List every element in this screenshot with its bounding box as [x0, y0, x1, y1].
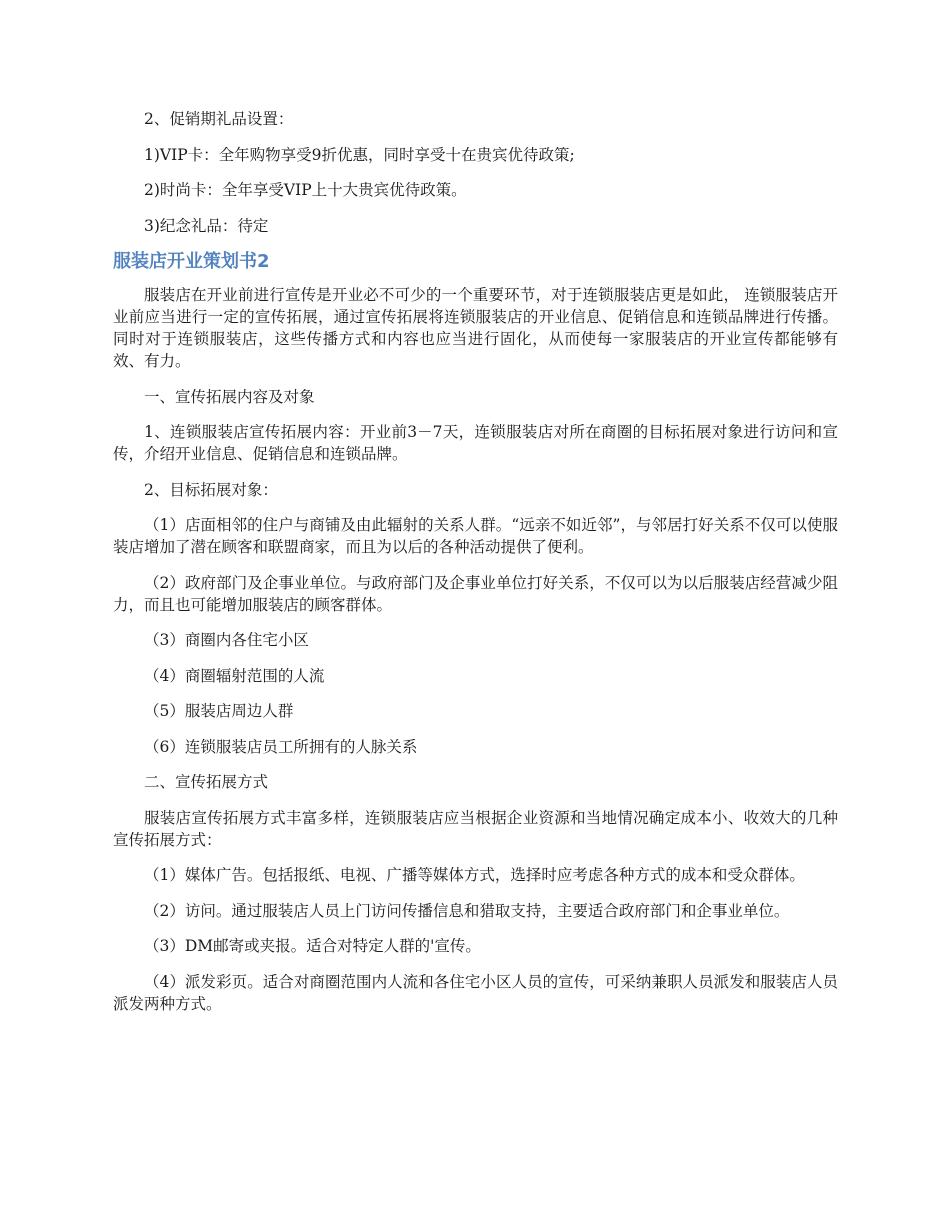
paragraph: 2、促销期礼品设置：: [144, 110, 294, 128]
paragraph: （1）店面相邻的住户与商铺及由此辐射的关系人群。“远亲不如近邻”，与邻居打好关系不仅可以使服装店增加了潜在顾客和联盟商家，而且为以后的各种活动提供了便利。: [113, 516, 838, 556]
paragraph: 服装店在开业前进行宣传是开业必不可少的一个重要环节，对于连锁服装店更是如此， 连锁服装店开业前应当进行一定的宣传拓展，通过宣传拓展将连锁服装店的开业信息、促销信息和连锁品牌进行传播。同时对于连锁服装店，这些传播方式和内容也应当进行固化，从而使每一家服装店的开业宣传都能够有效、有力。: [113, 286, 838, 370]
paragraph: （5）服装店周边人群: [144, 702, 294, 720]
paragraph: （3）商圈内各住宅小区: [144, 631, 309, 649]
paragraph: （3）DM邮寄或夹报。适合对特定人群的'宣传。: [144, 937, 481, 955]
paragraph: （4）商圈辐射范围的人流: [144, 666, 325, 685]
paragraph: 1、连锁服装店宣传拓展内容：开业前3－7天，连锁服装店对所在商圈的目标拓展对象进行访问和宣传，介绍开业信息、促销信息和连锁品牌。: [113, 423, 838, 463]
paragraph: （2）政府部门及企事业单位。与政府部门及企事业单位打好关系，不仅可以为以后服装店经营减少阻力，而且也可能增加服装店的顾客群体。: [113, 573, 838, 614]
paragraph: （6）连锁服装店员工所拥有的人脉关系: [144, 737, 418, 756]
paragraph: 2、目标拓展对象：: [144, 480, 278, 499]
paragraph: 一、宣传拓展内容及对象: [144, 387, 315, 406]
document-page: [113, 108, 838, 1028]
paragraph: （4）派发彩页。适合对商圈范围内人流和各住宅小区人员的宣传，可采纳兼职人员派发和服装店人员派发两种方式。: [113, 972, 838, 1013]
paragraph: 3)纪念礼品：待定: [144, 216, 269, 235]
paragraph: 服装店宣传拓展方式丰富多样，连锁服装店应当根据企业资源和当地情况确定成本小、收效大的几种宣传拓展方式：: [113, 808, 838, 849]
paragraph: 1)VIP卡：全年购物享受9折优惠，同时享受十在贵宾优待政策;: [144, 145, 575, 164]
paragraph: （2）访问。通过服装店人员上门访问传播信息和猎取支持，主要适合政府部门和企事业单位。: [144, 901, 790, 920]
paragraph: （1）媒体广告。包括报纸、电视、广播等媒体方式，选择时应考虑各种方式的成本和受众群体。: [144, 866, 805, 884]
paragraph: 二、宣传拓展方式: [144, 773, 269, 791]
paragraph: 2)时尚卡：全年享受VIP上十大贵宾优待政策。: [144, 181, 467, 199]
section-heading: 服装店开业策划书2: [113, 251, 270, 272]
